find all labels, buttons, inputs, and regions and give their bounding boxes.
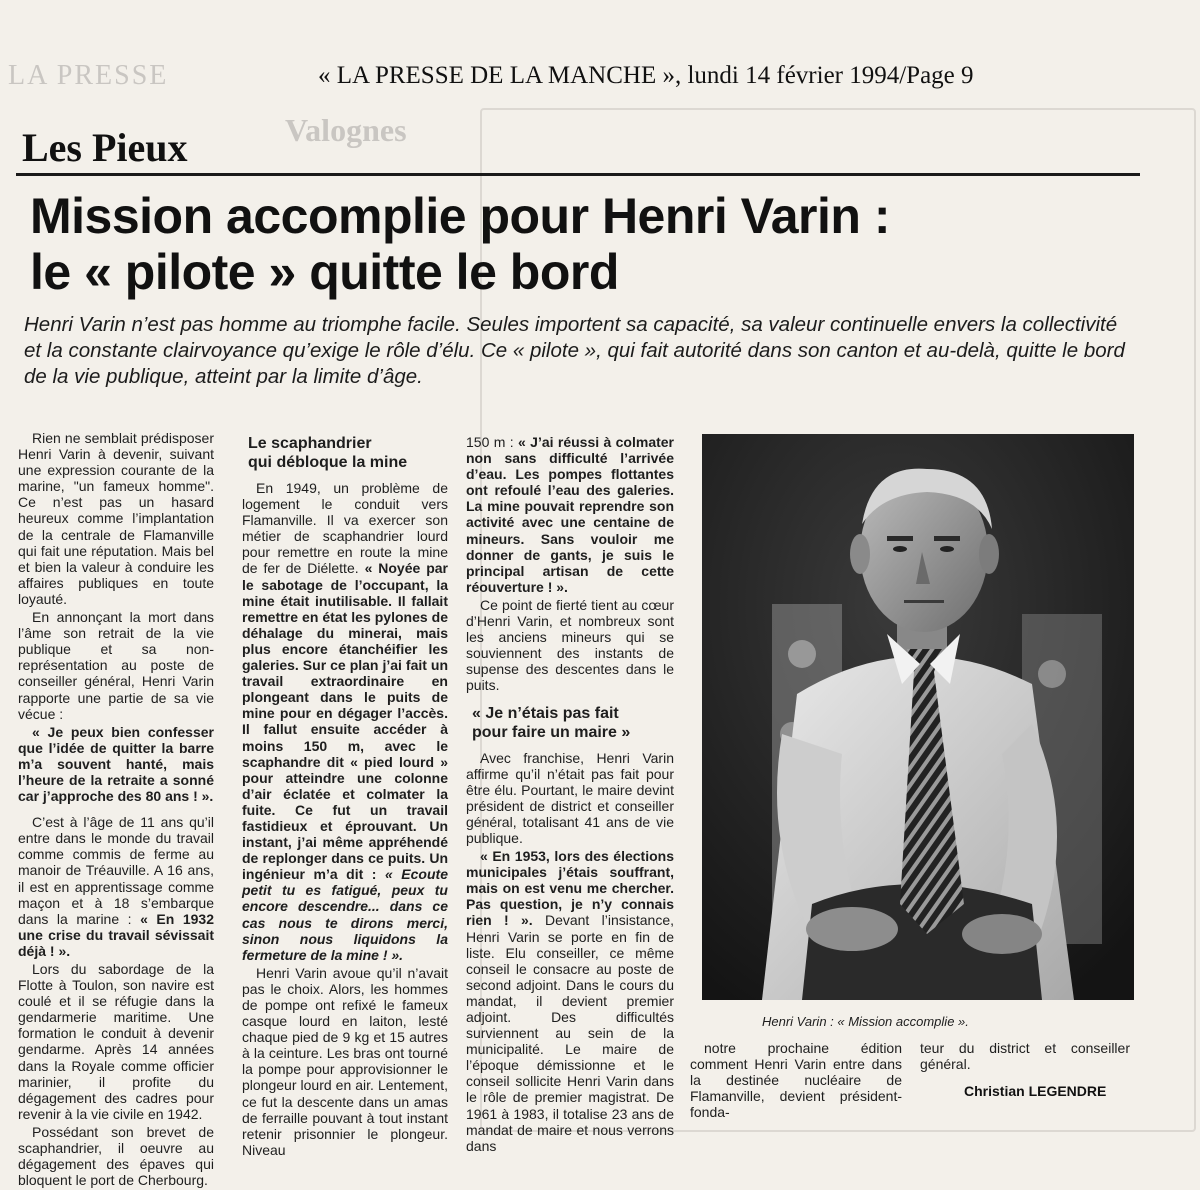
author-byline: Christian LEGENDRE: [964, 1083, 1107, 1099]
article-column-1: [18, 430, 214, 1190]
paragraph: [242, 480, 448, 963]
photo-caption: Henri Varin : « Mission accomplie ».: [762, 1014, 969, 1029]
portrait-photo: [702, 434, 1134, 1000]
article-column-2: [242, 430, 448, 1160]
quote-text: « Noyée par le sabotage de l’occupant, la mine était inutilisable. Il fallait remettre en état les pylones de déhalage du minerai, mais plus encore étanchéifier les galeries. Sur ce plan j’ai fait un travail extraordinaire en plongeant dans le puits de mine pour en dégager l’accès. Il fallut ensuite accéder à moins 150 m, avec le scaphandre dit « pied lourd » pour atteindre une colonne d’air éclatée et colmater la fuite. Ce fut un travail fastidieux et éprouvant. Un instant, j’ai même appréhendé de replonger dans ce puits. Un ingénieur m’a dit :: [242, 560, 449, 883]
quote-text-italic: « Ecoute petit tu es fatigué, peux tu encore descendre... dans ce cas nous te dirons merci, sinon nous liquidons la fermeture de la mine ! ».: [242, 866, 448, 963]
article-column-3: [466, 434, 674, 1156]
lead-paragraph: Henri Varin n’est pas homme au triomphe facile. Seules importent sa capacité, sa valeur continuelle envers la collectivité et la constante clairvoyance qu’exige le rôle d’élu. Ce « pilote », qui fait autorité dans son canton et au-delà, quitte le bord de la vie publique, atteint par la limite d’âge.: [24, 313, 1125, 388]
bleed-through-text: Valognes: [285, 112, 407, 148]
quote-text: « En 1932 une crise du travail sévissait déjà ! ».: [18, 910, 215, 959]
portrait-illustration: [702, 434, 1134, 1000]
quote-text: « J’ai réussi à colmater non sans difficulté l’arrivée d’eau. Les pompes flottantes ont refoulé l’eau des galeries. La mine pouvait reprendre son activité avec une centaine de mineurs. Sans vouloir me donner de gants, je suis le principal artisan de cette réouverture ! ».: [466, 434, 674, 595]
subheading-line: qui débloque la mine: [248, 454, 408, 471]
paragraph: [18, 814, 214, 959]
paragraph: [466, 848, 674, 1154]
paragraph: Lors du sabordage de la Flotte à Toulon, son navire est coulé et il se réfugie dans la gendarmerie maritime. Une formation le conduit à devenir gendarme. Après 14 années dans la Royale comme officier marinier, il profite du dégagement des cadres pour revenir à la vie civile en 1942.: [18, 961, 214, 1122]
section-rule: [16, 173, 1140, 176]
paragraph: [466, 434, 674, 595]
headline: [30, 188, 1130, 300]
subheading-line: pour faire un maire »: [472, 723, 631, 741]
headline-line-2: le « pilote » quitte le bord: [30, 244, 619, 300]
headline-line-1: Mission accomplie pour Henri Varin :: [30, 188, 890, 244]
masthead: « LA PRESSE DE LA MANCHE », lundi 14 février 1994/Page 9: [318, 62, 974, 89]
subheading: [248, 434, 448, 472]
continuation-text: [690, 1040, 902, 1120]
paragraph-text: 150 m :: [466, 434, 514, 450]
paragraph-text: En 1949, un problème de logement le conduit vers Flamanville. Il va exercer son métier de scaphandrier lourd pour remettre en route la mine de fer de Diélette.: [242, 480, 448, 577]
section-title: Les Pieux: [22, 125, 188, 170]
paragraph: notre prochaine édition comment Henri Varin entre dans la destinée nucléaire de Flamanville, devient président-fonda-: [690, 1040, 902, 1121]
paragraph: En annonçant la mort dans l’âme son retrait de la vie publique et sa non-représentation au poste de conseiller général, Henri Varin rapporte une partie de sa vie vécue :: [18, 609, 214, 722]
subheading-line: « Je n’étais pas fait: [472, 704, 619, 722]
paragraph-text: C’est à l’âge de 11 ans qu’il entre dans le monde du travail comme commis de ferme au manoir de Tréauville. A 16 ans, il est en apprentissage comme maçon et à 18 s’embarque dans la marine :: [18, 814, 214, 927]
paragraph-text: Devant l’insistance, Henri Varin se porte en fin de liste. Elu conseiller, ce même conseil le consacre au poste de second adjoint. Dans le cours du mandat, il devient premier adjoint. Des difficultés surviennent au sein de la municipalité. Le maire de l’époque démissionne et le conseil sollicite Henri Varin dans le rôle de premier magistrat. De 1961 à 1983, il totalise 23 ans de mandat de maire et nous verrons dans: [466, 912, 674, 1154]
paragraph: Henri Varin avoue qu’il n’avait pas le choix. Alors, les hommes de pompe ont refixé le fameux casque lourd en laiton, lesté chaque pied de 9 kg et 15 autres à la ceinture. Les bras ont tourné la pompe pour approvisionner le plongeur lourd en air. Lentement, ce fut la descente dans un amas de ferraille pouvant à tout instant retenir prisonnier le plongeur. Niveau: [242, 964, 448, 1158]
subheading-line: Le scaphandrier: [248, 435, 372, 452]
bleed-through-text: LA PRESSE: [8, 60, 169, 91]
quote-text: « En 1953, lors des élections municipales j’étais souffrant, mais on est venu me chercher. Pas question, je n’y connais rien ! ».: [466, 848, 674, 929]
quote-paragraph: « Je peux bien confesser que l’idée de quitter la barre m’a souvent hanté, mais l’heure de la retraite a sonné car j’approche des 80 ans ! ».: [18, 723, 214, 805]
subheading: [472, 704, 674, 742]
paragraph: Avec franchise, Henri Varin affirme qu’il n’était pas fait pour être élu. Pourtant, le maire devint président de district et conseiller général, totalisant 41 ans de vie publique.: [466, 749, 674, 846]
paragraph: Ce point de fierté tient au cœur d’Henri Varin, et nombreux sont les anciens mineurs qui se souviennent des instants de supense des descentes dans le puits.: [466, 596, 674, 694]
continuation-text: [920, 1040, 1130, 1072]
paragraph: Rien ne semblait prédisposer Henri Varin à devenir, suivant une expression courante de la marine, "un fameux homme". Ce n’est pas un hasard heureux comme l’implantation de la centrale de Flamanville qui fait une réputation. Mais bel et bien la valeur à conduire les affaires publiques en toute loyauté.: [18, 430, 214, 607]
paragraph: teur du district et conseiller général.: [920, 1040, 1130, 1073]
paragraph: Possédant son brevet de scaphandrier, il oeuvre au dégagement des épaves qui bloquent le port de Cherbourg.: [18, 1123, 214, 1189]
